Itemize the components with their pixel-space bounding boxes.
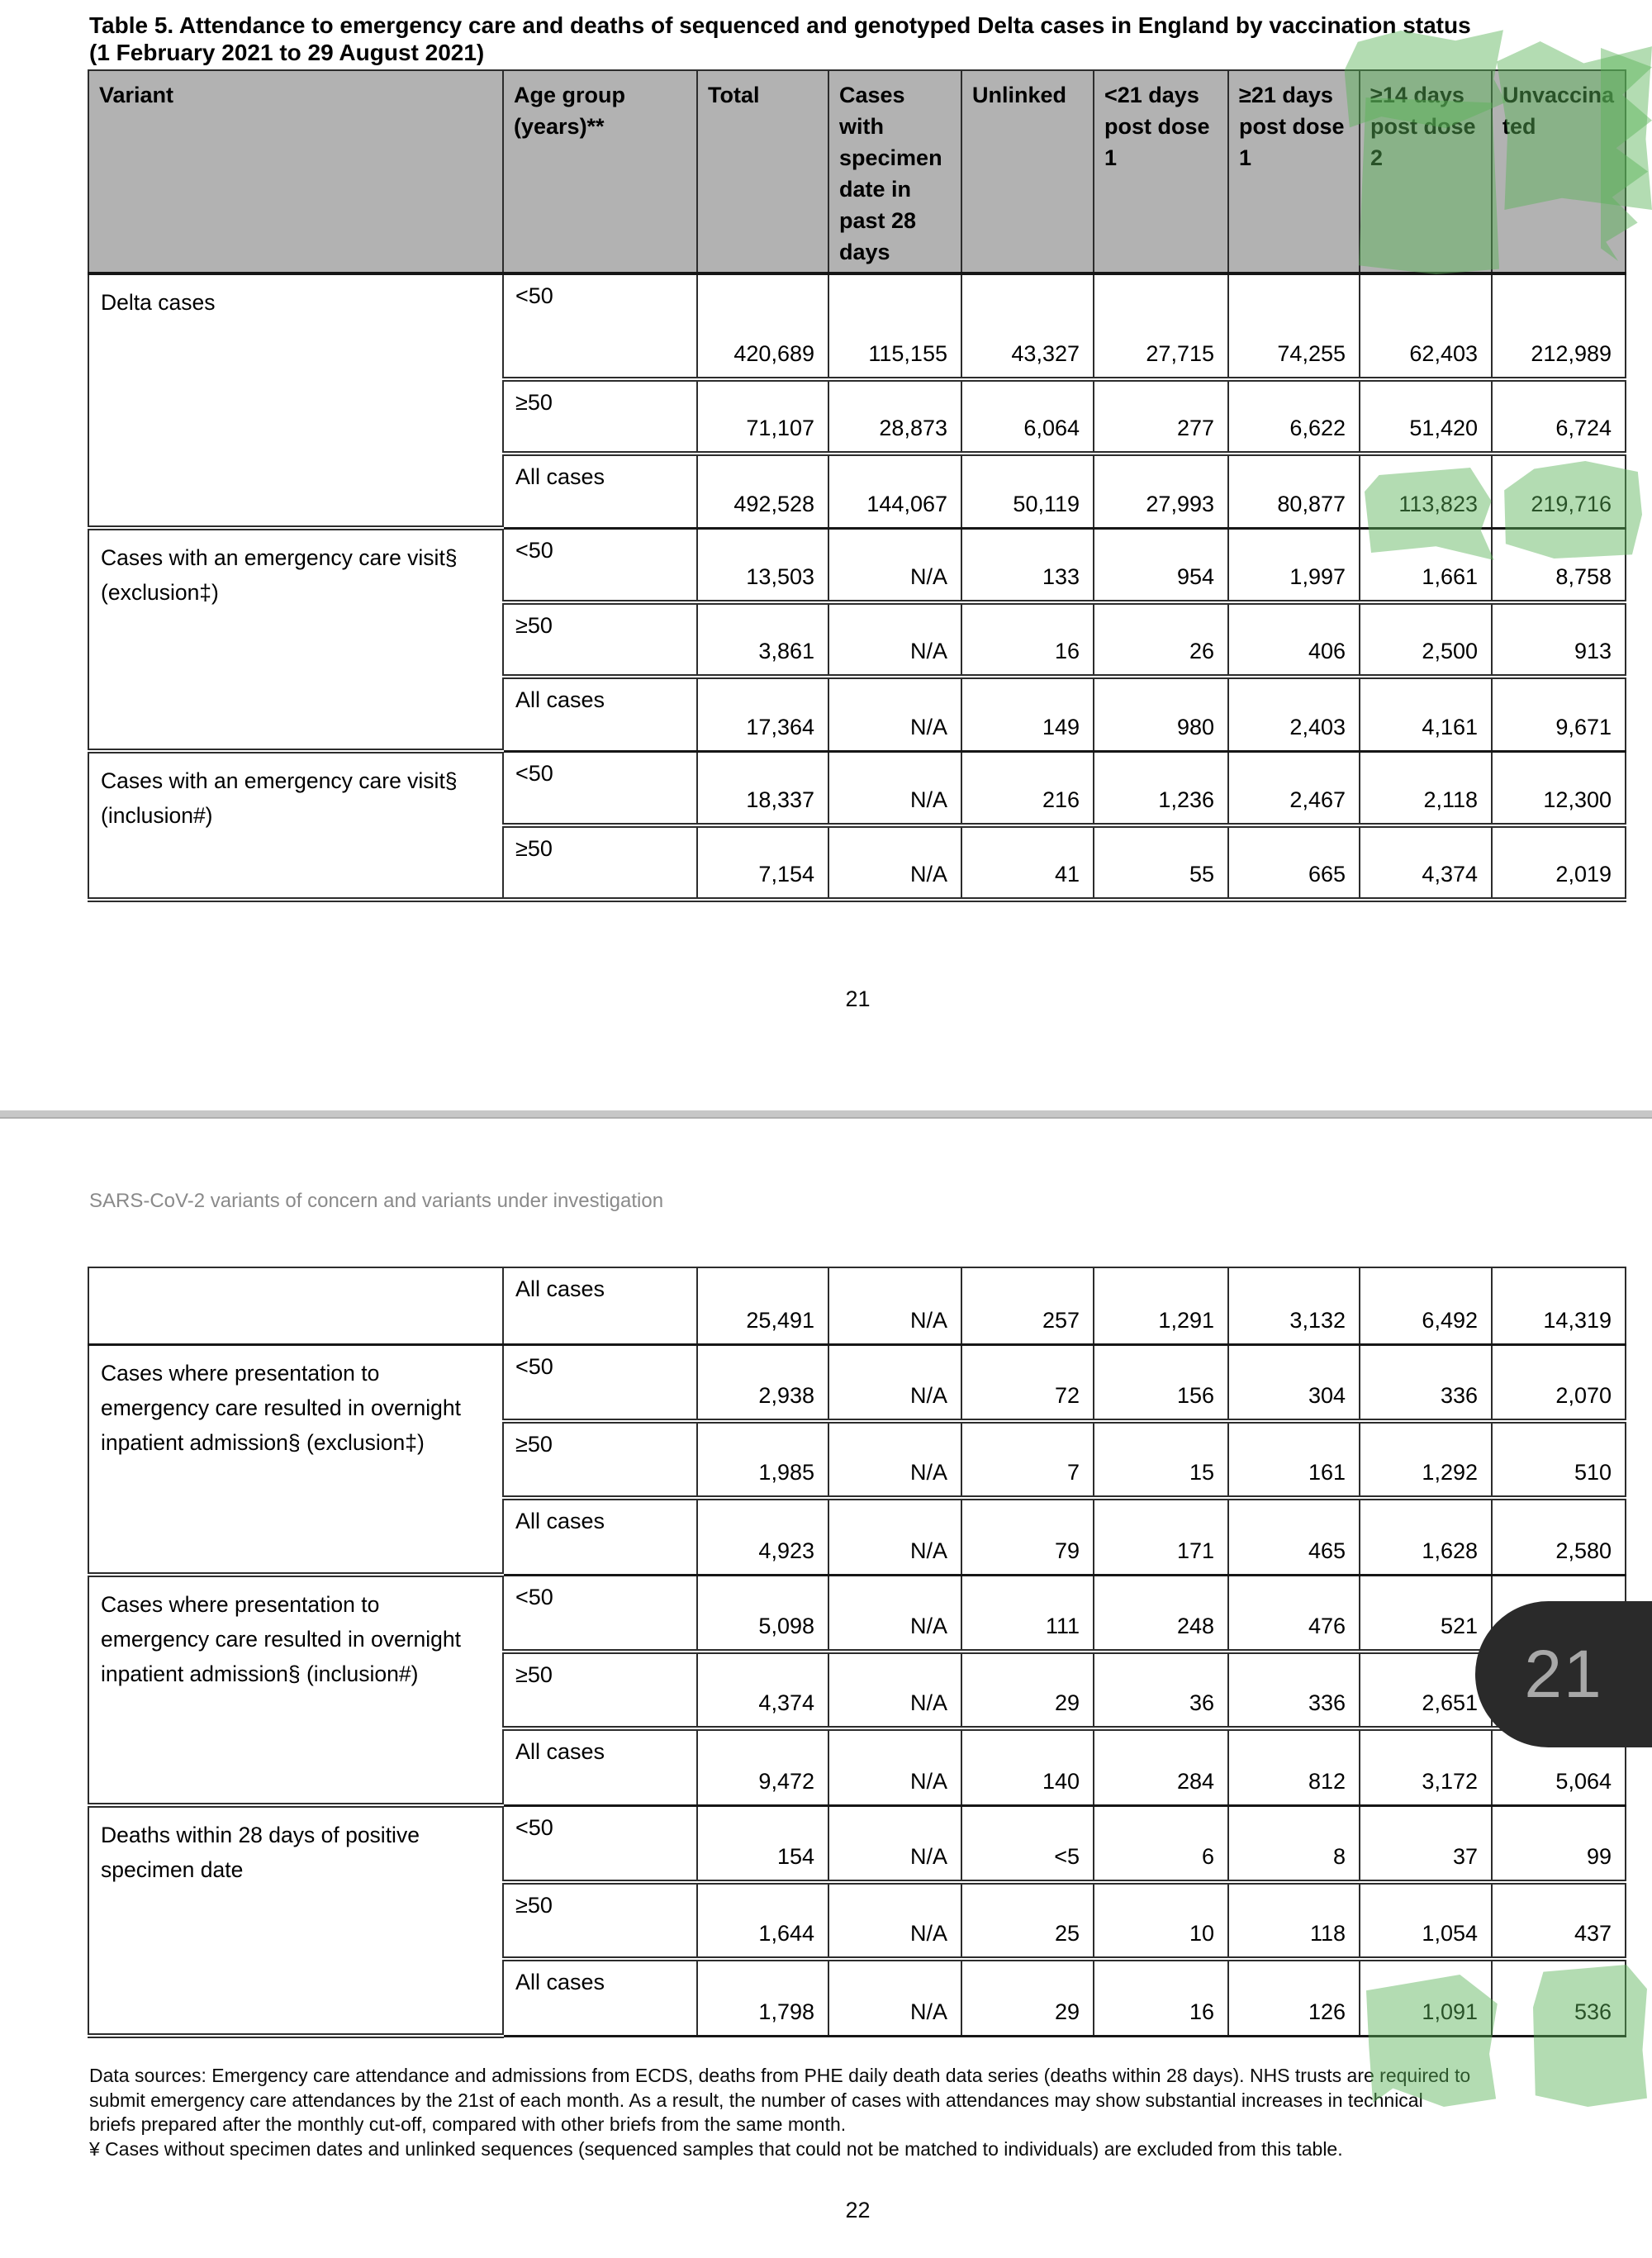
value-cell: 521 bbox=[1360, 1575, 1492, 1652]
value-cell: 1,798 bbox=[697, 1959, 828, 2036]
column-header-5: <21 days post dose 1 bbox=[1094, 70, 1228, 273]
value-cell: 2,938 bbox=[697, 1344, 828, 1421]
value-cell: 1,291 bbox=[1094, 1267, 1228, 1344]
value-cell: 336 bbox=[1360, 1344, 1492, 1421]
value-cell: 16 bbox=[961, 602, 1094, 677]
value-cell: 812 bbox=[1228, 1728, 1360, 1805]
value-cell: 1,236 bbox=[1094, 751, 1228, 825]
value-cell: 2,070 bbox=[1492, 1344, 1626, 1421]
value-cell: N/A bbox=[828, 1575, 961, 1652]
value-cell: N/A bbox=[828, 528, 961, 602]
age-group-label: All cases bbox=[503, 1728, 697, 1805]
value-cell: N/A bbox=[828, 1267, 961, 1344]
value-cell: 465 bbox=[1228, 1498, 1360, 1575]
value-cell: 171 bbox=[1094, 1498, 1228, 1575]
delta-cases-table-page1 bbox=[88, 69, 1626, 902]
value-cell: 27,715 bbox=[1094, 273, 1228, 379]
value-cell: 25 bbox=[961, 1882, 1094, 1959]
value-cell: 1,985 bbox=[697, 1421, 828, 1498]
value-cell: N/A bbox=[828, 1959, 961, 2036]
variant-label: Cases with an emergency care visit§ (inclusion#) bbox=[88, 751, 503, 900]
value-cell: <5 bbox=[961, 1805, 1094, 1882]
value-cell: 4,923 bbox=[697, 1498, 828, 1575]
age-group-label: <50 bbox=[503, 1344, 697, 1421]
column-header-6: ≥21 days post dose 1 bbox=[1228, 70, 1360, 273]
value-cell: N/A bbox=[828, 1344, 961, 1421]
value-cell: 437 bbox=[1492, 1882, 1626, 1959]
value-cell: 80,877 bbox=[1228, 454, 1360, 528]
value-cell: N/A bbox=[828, 602, 961, 677]
value-cell: 5,064 bbox=[1492, 1728, 1626, 1805]
value-cell: 99 bbox=[1492, 1805, 1626, 1882]
value-cell: 8,758 bbox=[1492, 528, 1626, 602]
value-cell: 79 bbox=[961, 1498, 1094, 1575]
value-cell: 954 bbox=[1094, 528, 1228, 602]
value-cell: 118 bbox=[1228, 1882, 1360, 1959]
variant-label: Delta cases bbox=[88, 273, 503, 528]
value-cell: 4,374 bbox=[697, 1652, 828, 1728]
value-cell: 476 bbox=[1228, 1575, 1360, 1652]
value-cell: 219,716 bbox=[1492, 454, 1626, 528]
value-cell: 154 bbox=[697, 1805, 828, 1882]
value-cell: 3,172 bbox=[1360, 1728, 1492, 1805]
age-group-label: All cases bbox=[503, 1498, 697, 1575]
value-cell: 2,019 bbox=[1492, 825, 1626, 900]
age-group-label: All cases bbox=[503, 677, 697, 751]
value-cell: 25,491 bbox=[697, 1267, 828, 1344]
value-cell: 5,098 bbox=[697, 1575, 828, 1652]
value-cell: 406 bbox=[1228, 602, 1360, 677]
value-cell: 71,107 bbox=[697, 379, 828, 454]
age-group-label: ≥50 bbox=[503, 379, 697, 454]
value-cell: 4,374 bbox=[1360, 825, 1492, 900]
table-title-line2: (1 February 2021 to 29 August 2021) bbox=[89, 40, 485, 65]
age-group-label: <50 bbox=[503, 1805, 697, 1882]
value-cell: 3,861 bbox=[697, 602, 828, 677]
value-cell: 17,364 bbox=[697, 677, 828, 751]
value-cell: 980 bbox=[1094, 677, 1228, 751]
value-cell: 216 bbox=[961, 751, 1094, 825]
age-group-label: ≥50 bbox=[503, 825, 697, 900]
value-cell: 1,997 bbox=[1228, 528, 1360, 602]
age-group-label: <50 bbox=[503, 273, 697, 379]
value-cell: 161 bbox=[1228, 1421, 1360, 1498]
value-cell: 37 bbox=[1360, 1805, 1492, 1882]
value-cell: 492,528 bbox=[697, 454, 828, 528]
footnote-line: Data sources: Emergency care attendance and admissions from ECDS, deaths from PHE daily death data series (deaths within 28 days). NHS trusts are required to bbox=[89, 2065, 1471, 2086]
value-cell: N/A bbox=[828, 677, 961, 751]
value-cell: N/A bbox=[828, 1805, 961, 1882]
value-cell: 6,622 bbox=[1228, 379, 1360, 454]
value-cell: 133 bbox=[961, 528, 1094, 602]
value-cell: 10 bbox=[1094, 1882, 1228, 1959]
variant-label: Deaths within 28 days of positive specimen date bbox=[88, 1805, 503, 2036]
value-cell: 7,154 bbox=[697, 825, 828, 900]
value-cell: 26 bbox=[1094, 602, 1228, 677]
value-cell: 336 bbox=[1228, 1652, 1360, 1728]
value-cell: 284 bbox=[1094, 1728, 1228, 1805]
value-cell: 4,161 bbox=[1360, 677, 1492, 751]
value-cell: 149 bbox=[961, 677, 1094, 751]
value-cell: 6,064 bbox=[961, 379, 1094, 454]
age-group-label: All cases bbox=[503, 1267, 697, 1344]
variant-label bbox=[88, 1267, 503, 1344]
variant-label: Cases where presentation to emergency care resulted in overnight inpatient admission§ (exclusion‡) bbox=[88, 1344, 503, 1575]
value-cell: 2,500 bbox=[1360, 602, 1492, 677]
value-cell: 14,319 bbox=[1492, 1267, 1626, 1344]
value-cell: 2,651 bbox=[1360, 1652, 1492, 1728]
age-group-label: ≥50 bbox=[503, 1652, 697, 1728]
value-cell: 28,873 bbox=[828, 379, 961, 454]
value-cell: 536 bbox=[1492, 1959, 1626, 2036]
value-cell: 2,118 bbox=[1360, 751, 1492, 825]
value-cell: 6 bbox=[1094, 1805, 1228, 1882]
column-header-7: ≥14 days post dose 2 bbox=[1360, 70, 1492, 273]
value-cell: 6,492 bbox=[1360, 1267, 1492, 1344]
value-cell: 113,823 bbox=[1360, 454, 1492, 528]
value-cell: 41 bbox=[961, 825, 1094, 900]
value-cell: 12,300 bbox=[1492, 751, 1626, 825]
variant-label: Cases where presentation to emergency care resulted in overnight inpatient admission§ (inclusion#) bbox=[88, 1575, 503, 1805]
age-group-label: All cases bbox=[503, 1959, 697, 2036]
page-indicator-label: 21 bbox=[1524, 1636, 1603, 1712]
variant-label: Cases with an emergency care visit§ (exclusion‡) bbox=[88, 528, 503, 751]
age-group-label: ≥50 bbox=[503, 1421, 697, 1498]
value-cell: 156 bbox=[1094, 1344, 1228, 1421]
value-cell: 665 bbox=[1228, 825, 1360, 900]
value-cell: N/A bbox=[828, 1421, 961, 1498]
column-header-2: Total bbox=[697, 70, 828, 273]
age-group-label: All cases bbox=[503, 454, 697, 528]
value-cell: N/A bbox=[828, 1882, 961, 1959]
value-cell: 9,671 bbox=[1492, 677, 1626, 751]
value-cell: 144,067 bbox=[828, 454, 961, 528]
value-cell: 2,580 bbox=[1492, 1498, 1626, 1575]
value-cell: 1,292 bbox=[1360, 1421, 1492, 1498]
footnote-line: briefs prepared after the monthly cut-off, compared with other briefs from the same month. bbox=[89, 2113, 847, 2135]
value-cell: 29 bbox=[961, 1959, 1094, 2036]
table-title-line1: Table 5. Attendance to emergency care and deaths of sequenced and genotyped Delta cases in England by vaccination status bbox=[89, 12, 1471, 38]
value-cell: 126 bbox=[1228, 1959, 1360, 2036]
value-cell: N/A bbox=[828, 1728, 961, 1805]
value-cell: 36 bbox=[1094, 1652, 1228, 1728]
table-title bbox=[89, 12, 1635, 66]
age-group-label: ≥50 bbox=[503, 1882, 697, 1959]
footnote-line: ¥ Cases without specimen dates and unlinked sequences (sequenced samples that could not be matched to individuals) are excluded from this table. bbox=[89, 2137, 1343, 2160]
footnote-line: submit emergency care attendances by the 21st of each month. As a result, the number of cases with attendances may show substantial increases in technical bbox=[89, 2089, 1423, 2111]
column-header-4: Unlinked bbox=[961, 70, 1094, 273]
age-group-label: <50 bbox=[503, 751, 697, 825]
delta-cases-table-page2 bbox=[88, 1267, 1626, 2038]
value-cell: 8 bbox=[1228, 1805, 1360, 1882]
running-header-text: SARS-CoV-2 variants of concern and variants under investigation bbox=[89, 1190, 664, 1212]
age-group-label: ≥50 bbox=[503, 602, 697, 677]
value-cell: 15 bbox=[1094, 1421, 1228, 1498]
column-header-8: Unvaccinated bbox=[1492, 70, 1626, 273]
value-cell: N/A bbox=[828, 751, 961, 825]
value-cell: 55 bbox=[1094, 825, 1228, 900]
value-cell: 50,119 bbox=[961, 454, 1094, 528]
page-number-second-page: 22 bbox=[845, 2198, 871, 2222]
column-header-3: Cases with specimen date in past 28 days bbox=[828, 70, 961, 273]
column-header-0: Variant bbox=[88, 70, 503, 273]
value-cell: 277 bbox=[1094, 379, 1228, 454]
page-indicator-pill[interactable] bbox=[1475, 1601, 1652, 1747]
value-cell: 420,689 bbox=[697, 273, 828, 379]
value-cell: 248 bbox=[1094, 1575, 1228, 1652]
value-cell: 115,155 bbox=[828, 273, 961, 379]
value-cell: 51,420 bbox=[1360, 379, 1492, 454]
value-cell: 13,503 bbox=[697, 528, 828, 602]
value-cell: 16 bbox=[1094, 1959, 1228, 2036]
value-cell: 1,628 bbox=[1360, 1498, 1492, 1575]
page-number-first-page: 21 bbox=[845, 986, 871, 1011]
value-cell: 18,337 bbox=[697, 751, 828, 825]
value-cell: 140 bbox=[961, 1728, 1094, 1805]
value-cell: 1,091 bbox=[1360, 1959, 1492, 2036]
value-cell: 510 bbox=[1492, 1421, 1626, 1498]
value-cell: 304 bbox=[1228, 1344, 1360, 1421]
value-cell: 7 bbox=[961, 1421, 1094, 1498]
value-cell: N/A bbox=[828, 825, 961, 900]
page-break-separator bbox=[0, 1110, 1652, 1119]
age-group-label: <50 bbox=[503, 528, 697, 602]
value-cell: 27,993 bbox=[1094, 454, 1228, 528]
value-cell: 2,467 bbox=[1228, 751, 1360, 825]
age-group-label: <50 bbox=[503, 1575, 697, 1652]
value-cell: 913 bbox=[1492, 602, 1626, 677]
value-cell: 212,989 bbox=[1492, 273, 1626, 379]
value-cell: 29 bbox=[961, 1652, 1094, 1728]
value-cell: 111 bbox=[961, 1575, 1094, 1652]
value-cell: 9,472 bbox=[697, 1728, 828, 1805]
value-cell: 257 bbox=[961, 1267, 1094, 1344]
value-cell: 1,644 bbox=[697, 1882, 828, 1959]
table-footnotes bbox=[89, 2064, 1642, 2161]
value-cell: N/A bbox=[828, 1652, 961, 1728]
value-cell: 3,132 bbox=[1228, 1267, 1360, 1344]
value-cell: 6,724 bbox=[1492, 379, 1626, 454]
value-cell: 2,403 bbox=[1228, 677, 1360, 751]
value-cell: 74,255 bbox=[1228, 273, 1360, 379]
column-header-1: Age group (years)** bbox=[503, 70, 697, 273]
value-cell: 72 bbox=[961, 1344, 1094, 1421]
value-cell: 62,403 bbox=[1360, 273, 1492, 379]
value-cell: 43,327 bbox=[961, 273, 1094, 379]
value-cell: 1,054 bbox=[1360, 1882, 1492, 1959]
value-cell: N/A bbox=[828, 1498, 961, 1575]
value-cell: 1,661 bbox=[1360, 528, 1492, 602]
